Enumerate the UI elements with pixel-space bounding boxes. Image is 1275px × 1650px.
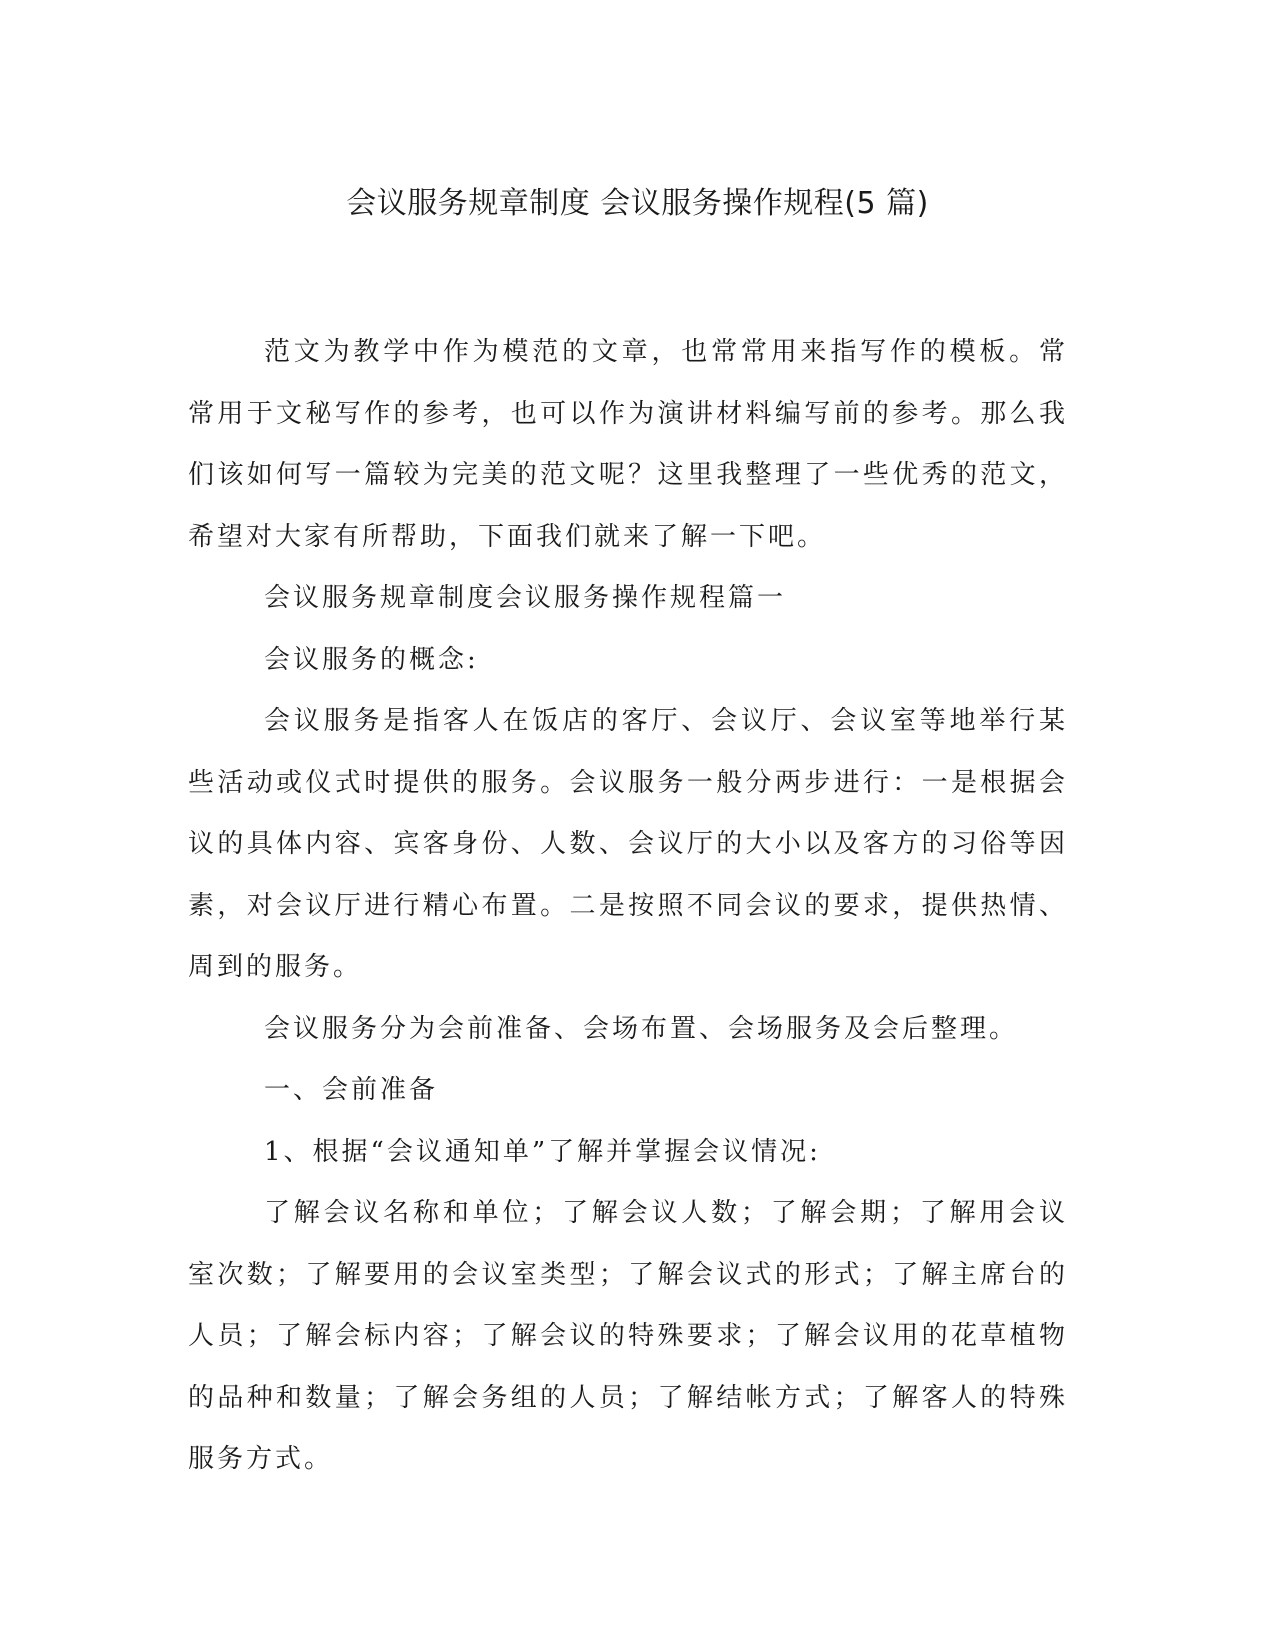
section-heading-part-one: 会议服务规章制度会议服务操作规程篇一 xyxy=(264,583,787,613)
document-body xyxy=(188,322,1068,1491)
concept-label: 会议服务的概念: xyxy=(264,644,479,675)
intro-paragraph: 范文为教学中作为模范的文章，也常常用来指写作的模板。常常用于文秘写作的参考，也可以作为演讲材料编写前的参考。那么我们该如何写一篇较为完美的范文呢？这里我整理了一些优秀的范文，希望对大家有所帮助，下面我们就来了解一下吧。 xyxy=(188,337,1068,552)
subheading-preparation: 一、会前准备 xyxy=(264,1075,439,1105)
numbered-item-1: 1、根据“会议通知单”了解并掌握会议情况: xyxy=(264,1136,821,1167)
details-paragraph: 了解会议名称和单位；了解会议人数；了解会期；了解用会议室次数；了解要用的会议室类型；了解会议式的形式；了解主席台的人员；了解会标内容；了解会议的特殊要求；了解会议用的花草植物的品种和数量；了解会务组的人员；了解结帐方式；了解客人的特殊服务方式。 xyxy=(188,1198,1068,1474)
concept-paragraph: 会议服务是指客人在饭店的客厅、会议厅、会议室等地举行某些活动或仪式时提供的服务。会议服务一般分两步进行：一是根据会议的具体内容、宾客身份、人数、会议厅的大小以及客方的习俗等因素，对会议厅进行精心布置。二是按照不同会议的要求，提供热情、周到的服务。 xyxy=(188,706,1068,982)
document-title: 会议服务规章制度 会议服务操作规程(5 篇) xyxy=(346,186,929,221)
service-stages-paragraph: 会议服务分为会前准备、会场布置、会场服务及会后整理。 xyxy=(264,1013,1019,1044)
